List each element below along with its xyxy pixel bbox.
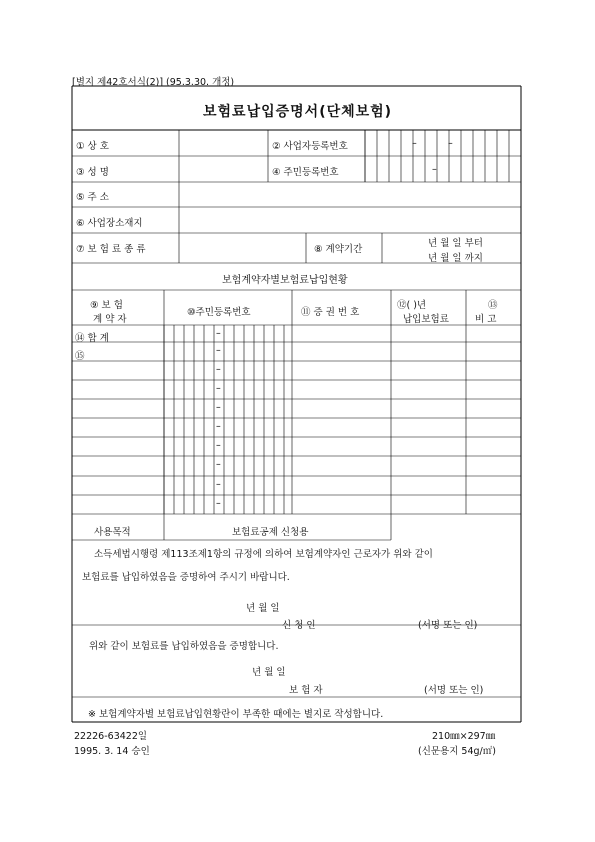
request-date: 년 월 일 bbox=[246, 603, 280, 614]
resident-no-dash: – bbox=[216, 459, 221, 470]
request-line-2: 보험료를 납입하였음을 증명하여 주시기 바랍니다. bbox=[82, 572, 290, 583]
form-code: 22226-63422일 bbox=[74, 731, 148, 742]
section-title: 보험계약자별보험료납입현황 bbox=[222, 275, 348, 286]
approval-date: 1995. 3. 14 승인 bbox=[74, 746, 150, 757]
label-biz-reg-no: ② 사업자등록번호 bbox=[272, 141, 348, 152]
resident-no-dash: – bbox=[216, 402, 221, 413]
th-policy-no: ⑪ 증 권 번 호 bbox=[301, 307, 360, 318]
applicant-sign: (서명 또는 인) bbox=[418, 620, 478, 631]
request-line-1: 소득세법시행령 제113조제1항의 규정에 의하여 보험계약자인 근로자가 위와 같이 bbox=[94, 549, 433, 560]
resident-no-dash: – bbox=[432, 164, 437, 175]
biz-reg-dash-1: – bbox=[412, 138, 417, 149]
resident-no-dash: – bbox=[216, 364, 221, 375]
label-company-name: ① 상 호 bbox=[76, 141, 109, 152]
row-15-label: ⑮ bbox=[75, 351, 85, 362]
purpose-value: 보험료공제 신청용 bbox=[232, 527, 309, 538]
th-remarks-1: ⑬ bbox=[488, 300, 498, 311]
certify-date: 년 월 일 bbox=[252, 667, 286, 678]
footnote: ※ 보험계약자별 보험료납입현황란이 부족한 때에는 별지로 작성합니다. bbox=[88, 709, 384, 720]
insurer-label: 보 험 자 bbox=[289, 685, 323, 696]
resident-no-dash: – bbox=[216, 498, 221, 509]
label-contract-period: ⑧ 계약기간 bbox=[314, 244, 363, 255]
resident-no-dash: – bbox=[216, 383, 221, 394]
biz-reg-dash-2: – bbox=[448, 138, 453, 149]
resident-no-dash: – bbox=[216, 328, 221, 339]
form-id: [별지 제42호서식(2)] (95.3.30. 개정) bbox=[72, 77, 235, 88]
th-contractor-2: 계 약 자 bbox=[93, 314, 127, 325]
resident-no-dash: – bbox=[216, 421, 221, 432]
certify-line-1: 위와 같이 보험료를 납입하였음을 증명합니다. bbox=[89, 641, 279, 652]
paper-size: 210㎜×297㎜ bbox=[432, 731, 496, 742]
row-total-label: ⑭ 합 계 bbox=[75, 333, 109, 344]
label-workplace: ⑥ 사업장소재지 bbox=[76, 218, 143, 229]
label-address: ⑤ 주 소 bbox=[76, 192, 109, 203]
form-title: 보험료납입증명서(단체보험) bbox=[203, 104, 393, 120]
applicant-label: 신 청 인 bbox=[282, 620, 316, 631]
th-contractor-1: ⑨ 보 험 bbox=[90, 300, 123, 311]
label-resident-no: ④ 주민등록번호 bbox=[272, 167, 339, 178]
paper-type: (신문용지 54g/㎡) bbox=[418, 746, 496, 757]
insurer-sign: (서명 또는 인) bbox=[424, 685, 484, 696]
purpose-label: 사용목적 bbox=[94, 527, 131, 538]
th-remarks-2: 비 고 bbox=[475, 314, 497, 325]
th-premium-2: 납입보험료 bbox=[403, 314, 449, 325]
th-resident-no: ⑩주민등록번호 bbox=[187, 307, 251, 318]
label-name: ③ 성 명 bbox=[76, 167, 109, 178]
th-premium-1: ⑫( )년 bbox=[397, 300, 427, 311]
resident-no-dash: – bbox=[216, 345, 221, 356]
period-from: 년 월 일 부터 bbox=[428, 238, 483, 249]
label-insurance-type: ⑦ 보 험 료 종 류 bbox=[76, 244, 146, 255]
period-to: 년 월 일 까지 bbox=[428, 253, 483, 264]
resident-no-dash: – bbox=[216, 479, 221, 490]
resident-no-dash: – bbox=[216, 440, 221, 451]
